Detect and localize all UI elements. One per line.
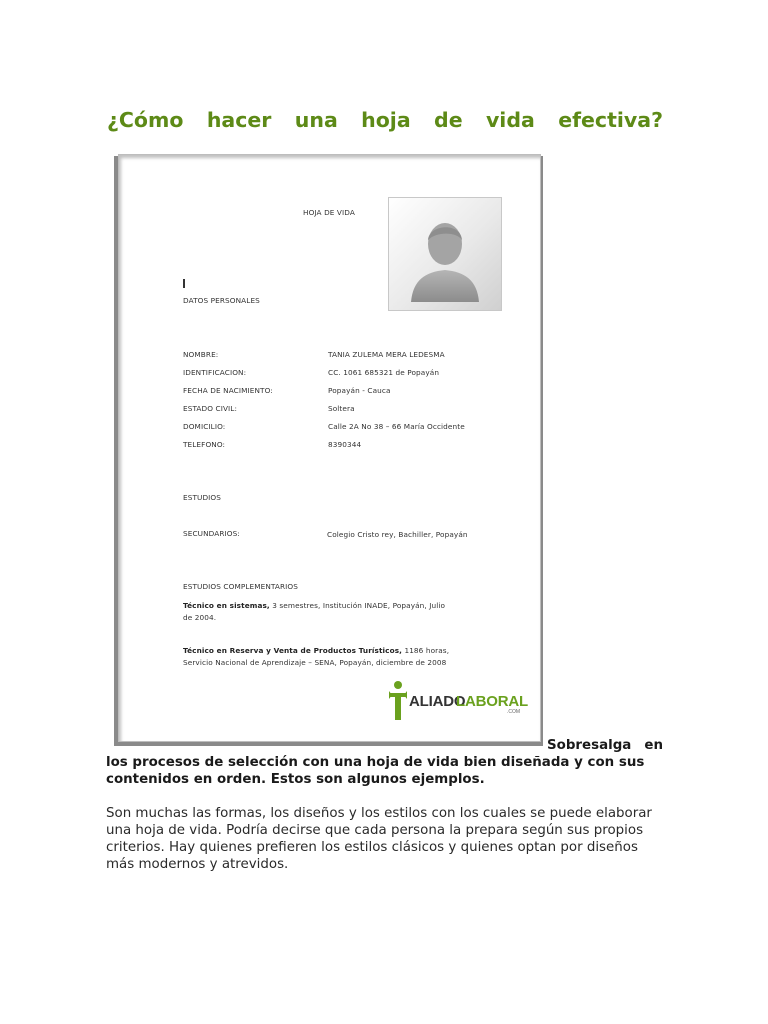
text-cursor — [183, 279, 185, 288]
body-paragraph: Son muchas las formas, los diseños y los estilos con los cuales se puede elaborar una hoja de vida. Podría decirse que cada persona la prepara según sus propios criterios. Hay quienes prefieren los estilos clásicos y quienes optan por diseños más modernos y atrevidos. — [106, 806, 652, 872]
personal-value: 8390344 — [328, 440, 362, 449]
secondary-label: SECUNDARIOS: — [183, 529, 240, 538]
secondary-value: Colegio Cristo rey, Bachiller, Popayán — [327, 530, 468, 539]
section-personal: DATOS PERSONALES — [183, 296, 260, 305]
personal-label: TELEFONO: — [183, 440, 226, 449]
person-silhouette-icon — [388, 197, 502, 311]
logo-suffix: .COM — [507, 709, 521, 715]
page-title: ¿Cómo hacer una hoja de vida efectiva? — [107, 108, 663, 132]
complementary-item-1: Técnico en sistemas, 3 semestres, Institución INADE, Popayán, Julio de 2004. — [183, 601, 446, 622]
logo-word-aliado: ALIADO — [409, 693, 466, 710]
logo-figure-icon — [387, 680, 409, 722]
section-studies: ESTUDIOS — [183, 493, 221, 502]
personal-value: CC. 1061 685321 de Popayán — [328, 368, 440, 377]
aliado-laboral-logo — [387, 680, 532, 722]
section-complementary: ESTUDIOS COMPLEMENTARIOS — [183, 582, 298, 591]
personal-value: Soltera — [328, 404, 355, 413]
personal-label: IDENTIFICACION: — [183, 368, 247, 377]
lead-last-line: contenidos en orden. Estos son algunos ejemplos. — [106, 772, 485, 787]
logo-word-laboral: LABORAL — [456, 693, 528, 710]
personal-value: Popayán - Cauca — [328, 386, 391, 395]
personal-label: NOMBRE: — [183, 350, 219, 359]
personal-label: DOMICILIO: — [183, 422, 226, 431]
cv-image — [118, 154, 541, 742]
cv-heading: HOJA DE VIDA — [303, 208, 355, 217]
personal-label: FECHA DE NACIMIENTO: — [183, 386, 273, 395]
personal-value: TANIA ZULEMA MERA LEDESMA — [328, 350, 445, 359]
lead-paragraph: Sobresalga en los procesos de selección con una hoja de vida bien diseñada y con sus contenidos en orden. Estos son algunos ejemplos. — [106, 738, 663, 787]
complementary-item-2: Técnico en Reserva y Venta de Productos Turísticos, 1186 horas, Servicio Nacional de Aprendizaje – SENA, Popayán, diciembre de 2008 — [183, 646, 450, 667]
personal-value: Calle 2A No 38 – 66 María Occidente — [328, 422, 465, 431]
personal-label: ESTADO CIVIL: — [183, 404, 238, 413]
